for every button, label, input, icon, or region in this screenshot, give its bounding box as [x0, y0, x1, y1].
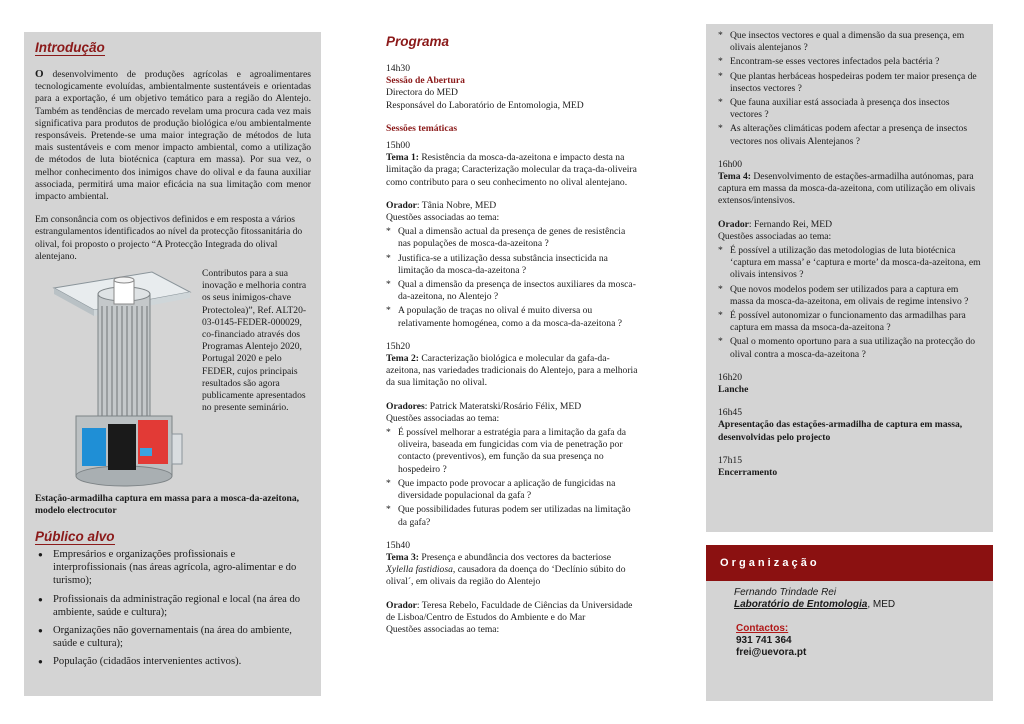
sessoes-heading: Sessões temáticas	[386, 122, 458, 134]
publico-list	[35, 548, 311, 674]
organizer-lab: Laboratório de Entomologia, MED	[734, 599, 896, 610]
programa-heading: Programa	[386, 34, 450, 49]
question-item: * Encontram-se esses vectores infectados pela bactéria ?	[718, 56, 981, 68]
intro-paragraph-2-side: Contributos para a sua inovação e melhoria contra os seus inimigos-chave Protectolea)”, Ref. ALT20-03-0145-FEDER-000029, co-financiado através dos Programas Alentejo 2020, Portugal 2020 e pelo FEDER, cujos principais resultados são agora publicamente apresentados no presente seminário.	[202, 268, 307, 414]
contact-email[interactable]: frei@uevora.pt	[736, 647, 807, 658]
question-item: * Que impacto pode provocar a aplicação de fungicidas na diversidade populacional da gafa ?	[386, 478, 640, 502]
intro-panel	[24, 32, 321, 696]
question-item: * Qual a dimensão actual da presença de genes de resistência nas populações de mosca-da-azeitona ?	[386, 226, 640, 250]
contact-phone: 931 741 364	[736, 635, 792, 646]
list-item: ● População (cidadãos intervenientes activos).	[35, 655, 311, 668]
question-item: * Justifica-se a utilização dessa substância insecticida na limitação da mosca-da-azeitona ?	[386, 253, 640, 277]
programa-column	[386, 34, 640, 636]
tema2-block: 15h20 Tema 2: Caracterização biológica e molecular da gafa-da-azeitona, nas variedades tradicionais do Alentejo, para a melhoria da sua limitação no olival. Oradores: Patrick Materatski/Rosário Félix, MED Questões associadas ao tema: * É possível melhorar a estratégia para a limitação da gafa da oliveira, baseada em fungicidas com via de penetração por contacto (preventivos), em função da sua presença no hospedeiro ? * Que impacto pode provocar a aplicação de fungicidas na diversidade populacional da gafa ? * Que possibilidades futuras podem ser utilizadas na limitação da gafa?	[386, 341, 640, 529]
encerramento-block: 17h15 Encerramento	[718, 454, 778, 479]
organizacao-banner	[706, 545, 993, 581]
tema1-block: 15h00 Tema 1: Resistência da mosca-da-azeitona e impacto desta na limitação da praga; Caracterização molecular da traça-da-oliveira como contributo para o seu conhecimento no olival alentejano. Orador: Tânia Nobre, MED Questões associadas ao tema: * Qual a dimensão actual da presença de genes de resistência nas populações de mosca-da-azeitona ? * Justifica-se a utilização dessa substância insecticida na limitação da mosca-da-azeitona ? * Qual a dimensão da presença de insectos auxiliares da mosca-da-azeitona, no Alentejo ? * A população de traças no olival é muito diversa ou relativamente homogénea, como a da mosca-da-azeitona ?	[386, 140, 640, 330]
apresentacao-block: 16h45 Apresentação das estações-armadilha de captura em massa, desenvolvidas pelo projecto	[718, 407, 963, 443]
question-item: * As alterações climáticas podem afectar a presença de insectos vectores nos olivais Alentejanos ?	[718, 123, 981, 147]
question-item: * Que fauna auxiliar está associada à presença dos insectos vectores ?	[718, 97, 981, 121]
lanche-block: 16h20 Lanche	[718, 371, 749, 396]
right-panel	[706, 24, 993, 532]
question-item: * É possível autonomizar o funcionamento das armadilhas para captura em massa da msoca-da-azeitona ?	[718, 310, 981, 334]
intro-paragraph-1: O desenvolvimento de produções agrícolas e agroalimentares tecnologicamente evoluídas, ambientalmente sustentáveis e orientadas para a exportação, é um objetivo temático para a região do Alentejo. Também as tendências de mercado revelam uma procura cada vez mais significativa para produtos de produção biológica e/ou ambientalmente responsáveis. Pretende-se uma maior integração de métodos de luta mais sustentáveis e com menor impacto ambiental, como a utilização de métodos de luta biotécnica (captura em massa). Por sua vez, o melhor conhecimento dos inimigos chave do olival e da fauna auxiliar associada, permitirá uma maior eficácia na sua limitação com menor impacto ambiental.	[35, 68, 311, 203]
question-item: * É possível melhorar a estratégia para a limitação da gafa da oliveira, baseada em fungicidas com via de penetração por contacto (preventivos), em função da sua presença no hospedeiro ?	[386, 427, 640, 476]
question-item: * Que novos modelos podem ser utilizados para a captura em massa da mosca-da-azeitona, em olivais de regime intensivo ?	[718, 284, 981, 308]
tema3-questions	[718, 30, 981, 148]
question-item: * A população de traças no olival é muito diversa ou relativamente homogénea, como a da mosca-da-azeitona ?	[386, 305, 640, 329]
question-item: * Que insectos vectores e qual a dimensão da sua presença, em olivais alentejanos ?	[718, 30, 981, 54]
question-item: * Qual a dimensão da presença de insectos auxiliares da mosca-da-azeitona, no Alentejo ?	[386, 279, 640, 303]
tema3-block: 15h40 Tema 3: Presença e abundância dos vectores da bacteriose Xylella fastidiosa, causadora da doença do ‘Declínio súbito do olival´, em olivais da região do Alentejo Orador: Teresa Rebelo, Faculdade de Ciências da Universidade de Lisboa/Centro de Estudos do Ambiente e do Mar Questões associadas ao tema:	[386, 539, 633, 635]
question-item: * É possível a utilização das metodologias de luta biotécnica ‘captura em massa’ e ‘captura e morte’ da mosca-da-azeitona, em olivais intensivos ?	[718, 245, 981, 282]
organizacao-panel	[706, 581, 993, 701]
question-item: * Que possibilidades futuras podem ser utilizadas na limitação da gafa?	[386, 504, 640, 528]
trap-image	[32, 266, 202, 494]
list-item: ● Profissionais da administração regional e local (na área do ambiente, saúde e cultura);	[35, 593, 311, 619]
question-item: * Qual o momento oportuno para a sua utilização na protecção do olival contra a mosca-da-azeitona ?	[718, 336, 981, 360]
publico-heading: Público alvo	[35, 529, 115, 544]
abertura-block: 14h30 Sessão de Abertura Directora do MED Responsável do Laboratório de Entomologia, MED	[386, 63, 584, 111]
list-item: ● Empresários e organizações profissionais e interprofissionais (nas áreas agrícola, agro-alimentar e do turismo);	[35, 548, 311, 588]
intro-heading: Introdução	[35, 40, 105, 55]
list-item: ● Organizações não governamentais (na área do ambiente, saúde e cultura);	[35, 624, 311, 650]
intro-paragraph-2: Em consonância com os objectivos definidos e em resposta a vários estrangulamentos identificados ao nível da protecção fitossanitária do olival, foi proposto o projecto “A Protecção Integrada do olival alentejano.	[35, 214, 303, 262]
organizer-name: Fernando Trindade Rei	[734, 587, 837, 598]
question-item: * Que plantas herbáceas hospedeiras podem ter maior presença de insectos vectores ?	[718, 71, 981, 95]
trap-caption: Estação-armadilha captura em massa para a mosca-da-azeitona, modelo electrocutor	[35, 493, 300, 517]
trap-illustration	[32, 266, 202, 494]
tema4-block: 16h00 Tema 4: Desenvolvimento de estações-armadilha autónomas, para captura em massa da mosca-da-azeitona, com utilização em olivais extensos/intensivos. Orador: Fernando Rei, MED Questões associadas ao tema: * É possível a utilização das metodologias de luta biotécnica ‘captura em massa’ e ‘captura e morte’ da mosca-da-azeitona, em olivais intensivos ? * Que novos modelos podem ser utilizados para a captura em massa da mosca-da-azeitona, em olivais de regime intensivo ? * É possível autonomizar o funcionamento das armadilhas para captura em massa da msoca-da-azeitona ? * Qual o momento oportuno para a sua utilização na protecção do olival contra a mosca-da-azeitona ?	[718, 159, 981, 361]
organizacao-title: O r g a n i z a ç ã o	[720, 557, 817, 569]
contacts-label: Contactos:	[736, 623, 789, 634]
